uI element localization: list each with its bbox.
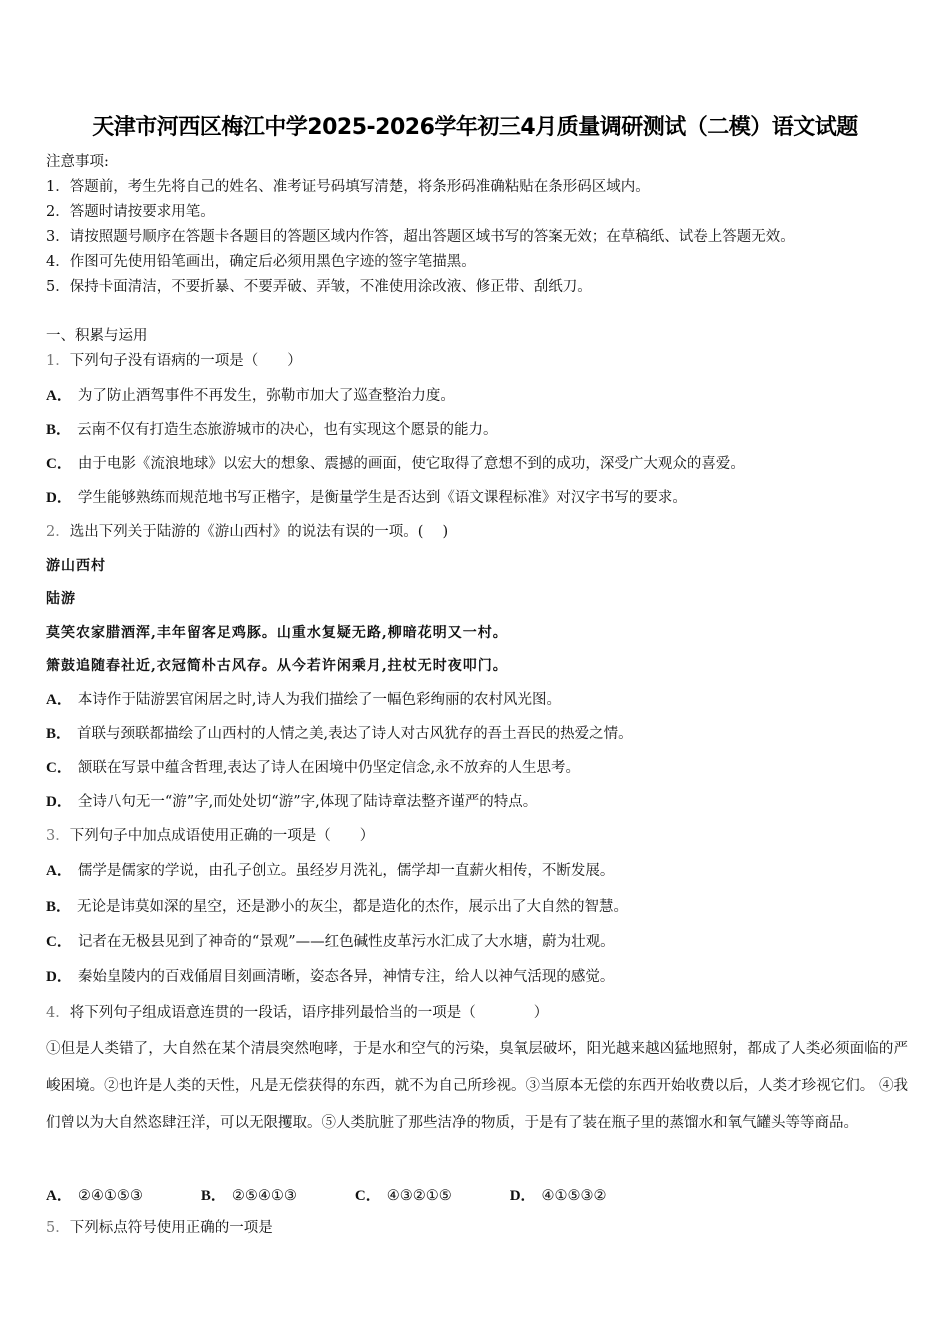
option-letter: B． bbox=[46, 899, 72, 915]
question-stem bbox=[46, 1218, 273, 1238]
option-text: 秦始皇陵内的百戏俑眉目刻画清晰，姿态各异，神情专注，给人以神气活现的感觉。 bbox=[77, 969, 615, 985]
option-letter: A． bbox=[46, 863, 72, 879]
option bbox=[510, 1184, 607, 1205]
passage: ①但是人类错了，大自然在某个清晨突然咆哮，于是水和空气的污染，臭氧层破坏，阳光越来越凶猛地照射，都成了人类必须面临的严峻困境。②也许是人类的天性，凡是无偿获得的东西，就不为自己所珍视。③当原本无偿的东西开始收费以后，人类才珍视它们。 ④我们曾以为大自然恣肆汪洋，可以无限攫取。⑤人类肮脏了那些洁净的物质，于是有了装在瓶子里的蒸馏水和氧气罐头等等商品。 bbox=[46, 1041, 908, 1131]
option-text: 为了防止酒驾事件不再发生，弥勒市加大了巡查整治力度。 bbox=[77, 388, 455, 404]
question-stem bbox=[46, 1003, 548, 1023]
section-heading: 一、积累与运用 bbox=[46, 328, 148, 344]
option bbox=[46, 792, 537, 812]
question-stem bbox=[46, 351, 302, 371]
option-text: 学生能够熟练而规范地书写正楷字，是衡量学生是否达到《语文课程标准》对汉字书写的要求。 bbox=[77, 490, 687, 506]
option bbox=[355, 1184, 452, 1205]
question-stem bbox=[46, 522, 448, 542]
option bbox=[46, 861, 614, 881]
question-number: 3． bbox=[46, 828, 70, 844]
option bbox=[46, 967, 614, 987]
option-text: ④①⑤③② bbox=[541, 1188, 607, 1204]
option-text: 首联与颈联都描绘了山西村的人情之美,表达了诗人对古风犹存的吾土吾民的热爱之情。 bbox=[77, 726, 633, 742]
option-letter: C． bbox=[46, 934, 72, 950]
option-text: 儒学是儒家的学说，由孔子创立。虽经岁月洗礼，儒学却一直薪火相传，不断发展。 bbox=[77, 863, 615, 879]
option-letter: B． bbox=[200, 1188, 226, 1204]
poem-author: 陆游 bbox=[46, 591, 76, 607]
option bbox=[46, 690, 561, 710]
option-letter: C． bbox=[46, 456, 72, 472]
notice-item: 5．保持卡面清洁，不要折暴、不要弄破、弄皱，不准使用涂改液、修正带、刮纸刀。 bbox=[46, 279, 592, 295]
poem-line: 箫鼓追随春社近,衣冠简朴古风存。从今若许闲乘月,拄杖无时夜叩门。 bbox=[46, 658, 508, 674]
option-letter: C． bbox=[354, 1188, 381, 1204]
notice-heading: 注意事项: bbox=[46, 154, 109, 170]
option-letter: B． bbox=[46, 726, 72, 742]
option-letter: D． bbox=[46, 794, 72, 810]
question-text: 下列标点符号使用正确的一项是 bbox=[69, 1220, 273, 1236]
notice-item: 3．请按照题号顺序在答题卡各题目的答题区域内作答，超出答题区域书写的答案无效；在草稿纸、试卷上答题无效。 bbox=[46, 229, 795, 245]
option-text: 本诗作于陆游罢官闲居之时,诗人为我们描绘了一幅色彩绚丽的农村风光图。 bbox=[77, 692, 561, 708]
option bbox=[46, 758, 580, 778]
option-letter: A． bbox=[46, 388, 72, 404]
option bbox=[46, 932, 615, 952]
option bbox=[46, 724, 633, 744]
option-letter: D． bbox=[46, 490, 72, 506]
question-stem bbox=[46, 826, 374, 846]
option bbox=[46, 1184, 143, 1205]
option-letter: C． bbox=[46, 760, 72, 776]
notice-item: 1．答题前，考生先将自己的姓名、准考证号码填写清楚，将条形码准确粘贴在条形码区域内。 bbox=[46, 179, 650, 195]
question-text: 下列句子没有语病的一项是（ ） bbox=[69, 353, 302, 369]
option bbox=[46, 386, 455, 406]
option bbox=[46, 897, 628, 917]
option-text: 记者在无极县见到了神奇的“景观”——红色碱性皮革污水汇成了大水塘，蔚为壮观。 bbox=[77, 934, 615, 950]
option-letter: B． bbox=[46, 422, 72, 438]
question-number: 1． bbox=[46, 353, 70, 369]
question-number: 4． bbox=[46, 1005, 70, 1021]
option-text: 云南不仅有打造生态旅游城市的决心，也有实现这个愿景的能力。 bbox=[77, 422, 498, 438]
option-text: 颔联在写景中蕴含哲理,表达了诗人在困境中仍坚定信念,永不放弃的人生思考。 bbox=[77, 760, 581, 776]
option-text: ②⑤④①③ bbox=[231, 1188, 297, 1204]
option-text: ④③②①⑤ bbox=[386, 1188, 452, 1204]
option-letter: A． bbox=[46, 692, 72, 708]
option-text: ②④①⑤③ bbox=[77, 1188, 143, 1204]
option-text: 全诗八句无一“游”字,而处处切“游”字,体现了陆诗章法整齐谨严的特点。 bbox=[77, 794, 538, 810]
option-text: 由于电影《流浪地球》以宏大的想象、震撼的画面，使它取得了意想不到的成功，深受广大观众的喜爱。 bbox=[77, 456, 745, 472]
option bbox=[46, 488, 687, 508]
option bbox=[46, 420, 498, 440]
question-text: 选出下列关于陆游的《游山西村》的说法有误的一项。( ) bbox=[69, 524, 449, 540]
poem-line: 莫笑农家腊酒浑,丰年留客足鸡豚。山重水复疑无路,柳暗花明又一村。 bbox=[46, 625, 508, 641]
option-text: 无论是讳莫如深的星空，还是渺小的灰尘，都是造化的杰作，展示出了大自然的智慧。 bbox=[77, 899, 629, 915]
option bbox=[46, 454, 745, 474]
option bbox=[201, 1184, 297, 1205]
question-text: 下列句子中加点成语使用正确的一项是（ ） bbox=[69, 828, 375, 844]
question-number: 5． bbox=[46, 1220, 70, 1236]
poem-title: 游山西村 bbox=[46, 558, 106, 574]
notice-item: 2．答题时请按要求用笔。 bbox=[46, 204, 215, 220]
option-letter: A． bbox=[46, 1188, 72, 1204]
option-row bbox=[46, 1184, 665, 1205]
page-title: 天津市河西区梅江中学2025-2026学年初三4月质量调研测试（二模）语文试题 bbox=[92, 115, 858, 140]
question-text: 将下列句子组成语意连贯的一段话，语序排列最恰当的一项是（ ） bbox=[69, 1005, 549, 1021]
question-number: 2． bbox=[46, 524, 70, 540]
option-letter: D． bbox=[46, 969, 72, 985]
option-letter: D． bbox=[509, 1188, 536, 1204]
notice-item: 4．作图可先使用铅笔画出，确定后必须用黑色字迹的签字笔描黑。 bbox=[46, 254, 476, 270]
